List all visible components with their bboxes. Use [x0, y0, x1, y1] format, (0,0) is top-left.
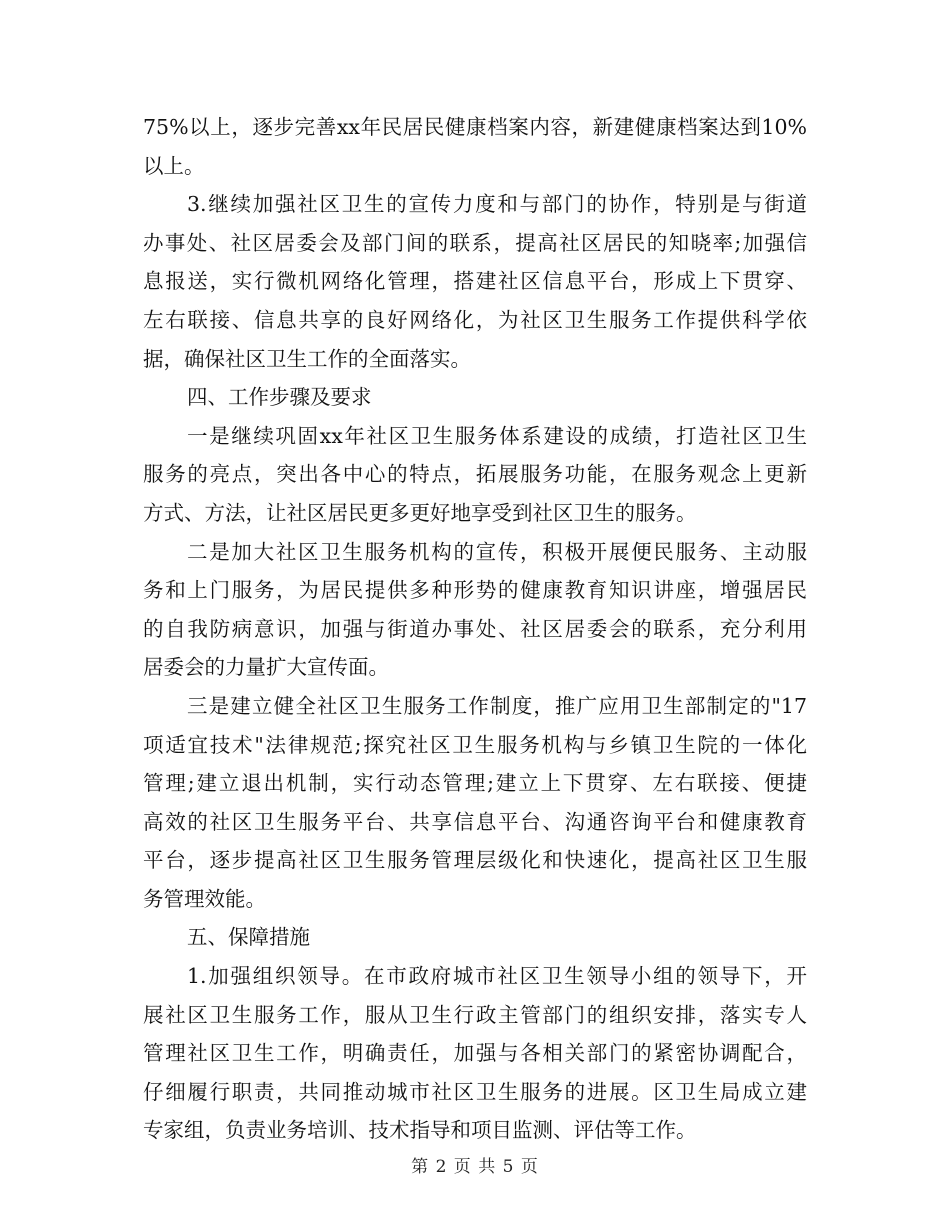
text-line: 以上。 [143, 153, 205, 178]
text-line: 息报送，实行微机网络化管理，搭建社区信息平台，形成上下贯穿、 [143, 269, 807, 294]
text-line: 四、工作步骤及要求 [187, 385, 372, 410]
text-line: 仔细履行职责，共同推动城市社区卫生服务的进展。区卫生局成立建 [143, 1079, 807, 1104]
text-line: 五、保障措施 [187, 925, 310, 950]
text-line: 高效的社区卫生服务平台、共享信息平台、沟通咨询平台和健康教育 [143, 809, 807, 834]
text-line: 三是建立健全社区卫生服务工作制度，推广应用卫生部制定的"17 [187, 693, 807, 718]
document-body [143, 108, 807, 1150]
text-line: 管理社区卫生工作，明确责任，加强与各相关部门的紧密协调配合， [143, 1041, 807, 1066]
text-line: 据，确保社区卫生工作的全面落实。 [143, 346, 471, 371]
text-line: 1.加强组织领导。在市政府城市社区卫生领导小组的领导下，开 [187, 964, 807, 989]
text-line: 的自我防病意识，加强与街道办事处、社区居委会的联系，充分利用 [143, 616, 807, 641]
text-line: 管理;建立退出机制，实行动态管理;建立上下贯穿、左右联接、便捷 [143, 771, 807, 796]
text-line: 二是加大社区卫生服务机构的宣传，积极开展便民服务、主动服 [187, 539, 807, 564]
text-line: 专家组，负责业务培训、技术指导和项目监测、评估等工作。 [143, 1118, 697, 1143]
text-line: 展社区卫生服务工作，服从卫生行政主管部门的组织安排，落实专人 [143, 1002, 807, 1027]
text-line: 服务的亮点，突出各中心的特点，拓展服务功能，在服务观念上更新 [143, 462, 807, 487]
page-footer: 第 2 页 共 5 页 [411, 1157, 539, 1177]
text-line: 左右联接、信息共享的良好网络化，为社区卫生服务工作提供科学依 [143, 307, 807, 332]
text-line: 方式、方法，让社区居民更多更好地享受到社区卫生的服务。 [143, 500, 697, 525]
text-line: 平台，逐步提高社区卫生服务管理层级化和快速化，提高社区卫生服 [143, 848, 807, 873]
text-line: 3.继续加强社区卫生的宣传力度和与部门的协作，特别是与街道 [187, 192, 807, 217]
text-line: 居委会的力量扩大宣传面。 [143, 655, 389, 680]
text-line: 75%以上，逐步完善xx年民居民健康档案内容，新建健康档案达到10% [143, 115, 807, 139]
text-line: 务和上门服务，为居民提供多种形势的健康教育知识讲座，增强居民 [143, 578, 807, 603]
text-line: 务管理效能。 [143, 886, 266, 911]
text-line: 办事处、社区居委会及部门间的联系，提高社区居民的知晓率;加强信 [143, 230, 807, 255]
text-line: 项适宜技术"法律规范;探究社区卫生服务机构与乡镇卫生院的一体化 [143, 732, 807, 757]
text-line: 一是继续巩固xx年社区卫生服务体系建设的成绩，打造社区卫生 [187, 423, 807, 448]
